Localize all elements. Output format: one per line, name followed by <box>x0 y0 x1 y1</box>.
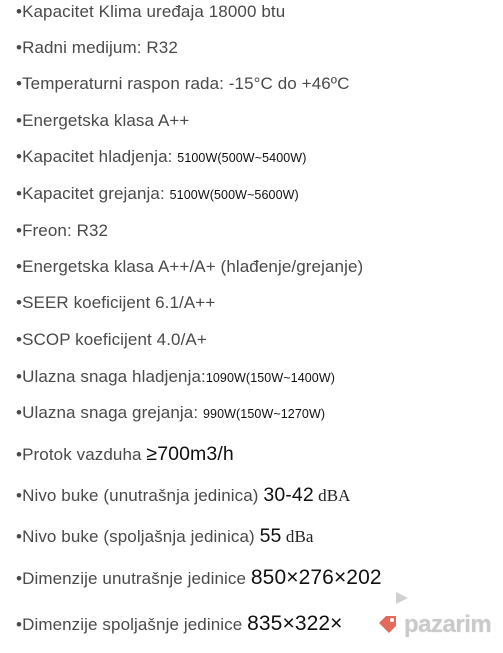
spec-item-seer <box>16 293 215 313</box>
spec-value: 30-42 <box>263 484 314 506</box>
pazarim-watermark <box>376 608 501 642</box>
bullet: • <box>16 74 23 93</box>
spec-item-cooling-capacity <box>16 147 306 168</box>
spec-label: Freon: R32 <box>22 221 109 240</box>
price-tag-icon <box>376 614 398 636</box>
spec-label: Energetska klasa A++/A+ (hlađenje/grejanje) <box>22 257 364 276</box>
bullet: • <box>16 147 23 166</box>
watermark-text: pazarim <box>404 611 492 638</box>
spec-item-indoor-noise <box>16 485 351 506</box>
bullet: • <box>16 527 23 546</box>
spec-value: 5100W(500W~5400W) <box>177 151 307 165</box>
spec-value: 850×276×202 <box>250 566 382 589</box>
spec-value: 990W(150W~1270W) <box>202 407 326 421</box>
bullet: • <box>16 403 23 422</box>
spec-label: Energetska klasa A++ <box>22 111 190 130</box>
bullet: • <box>16 367 23 386</box>
spec-label: SEER koeficijent 6.1/A++ <box>22 293 216 312</box>
spec-value: ≥700m3/h <box>146 443 234 465</box>
spec-label: Ulazna snaga grejanja: <box>22 403 203 422</box>
spec-value: 55 <box>259 525 282 547</box>
spec-unit: dBa <box>281 527 314 546</box>
bullet: • <box>16 111 23 130</box>
bullet: • <box>16 486 23 505</box>
spec-label: Ulazna snaga hladjenja: <box>22 367 206 386</box>
watermark-arrow-icon <box>392 588 412 608</box>
bullet: • <box>16 615 23 634</box>
spec-item-air-flow <box>16 444 234 465</box>
spec-item-energy-class <box>16 111 189 131</box>
spec-label: Nivo buke (unutrašnja jedinica) <box>22 486 264 505</box>
spec-item-energy-class-dual <box>16 257 363 277</box>
bullet: • <box>16 184 23 203</box>
spec-item-scop <box>16 330 207 350</box>
spec-unit: dBA <box>313 486 351 505</box>
spec-item-indoor-dimensions <box>16 568 382 589</box>
spec-label: Kapacitet hladjenja: <box>22 147 178 166</box>
spec-label: Radni medijum: R32 <box>22 38 178 57</box>
spec-label: Kapacitet grejanja: <box>22 184 170 203</box>
spec-item-outdoor-dimensions <box>16 614 343 635</box>
bullet: • <box>16 330 23 349</box>
spec-value: 835×322× <box>247 612 343 635</box>
spec-label: Nivo buke (spoljašnja jedinica) <box>22 527 260 546</box>
spec-item-outdoor-noise <box>16 526 314 547</box>
spec-label: SCOP koeficijent 4.0/A+ <box>22 330 207 349</box>
spec-item-capacity-btu <box>16 2 285 22</box>
spec-label: Protok vazduha <box>22 445 147 464</box>
bullet: • <box>16 257 23 276</box>
bullet: • <box>16 293 23 312</box>
spec-item-freon <box>16 221 108 241</box>
spec-value: 5100W(500W~5600W) <box>169 188 299 202</box>
bullet: • <box>16 221 23 240</box>
bullet: • <box>16 569 23 588</box>
bullet: • <box>16 38 23 57</box>
spec-label: Dimenzije spoljašnje jedinice <box>22 615 248 634</box>
spec-item-cooling-input-power <box>16 367 335 388</box>
bullet: • <box>16 445 23 464</box>
spec-value: 1090W(150W~1400W) <box>205 371 336 385</box>
spec-item-heating-capacity <box>16 184 299 205</box>
spec-label: Dimenzije unutrašnje jedinice <box>22 569 251 588</box>
spec-item-temperature-range <box>16 74 350 94</box>
spec-item-working-medium <box>16 38 178 58</box>
spec-label: Temperaturni raspon rada: -15°C do +46ºC <box>22 74 350 93</box>
bullet: • <box>16 2 23 21</box>
spec-item-heating-input-power <box>16 403 325 424</box>
spec-label: Kapacitet Klima uređaja 18000 btu <box>22 2 286 21</box>
